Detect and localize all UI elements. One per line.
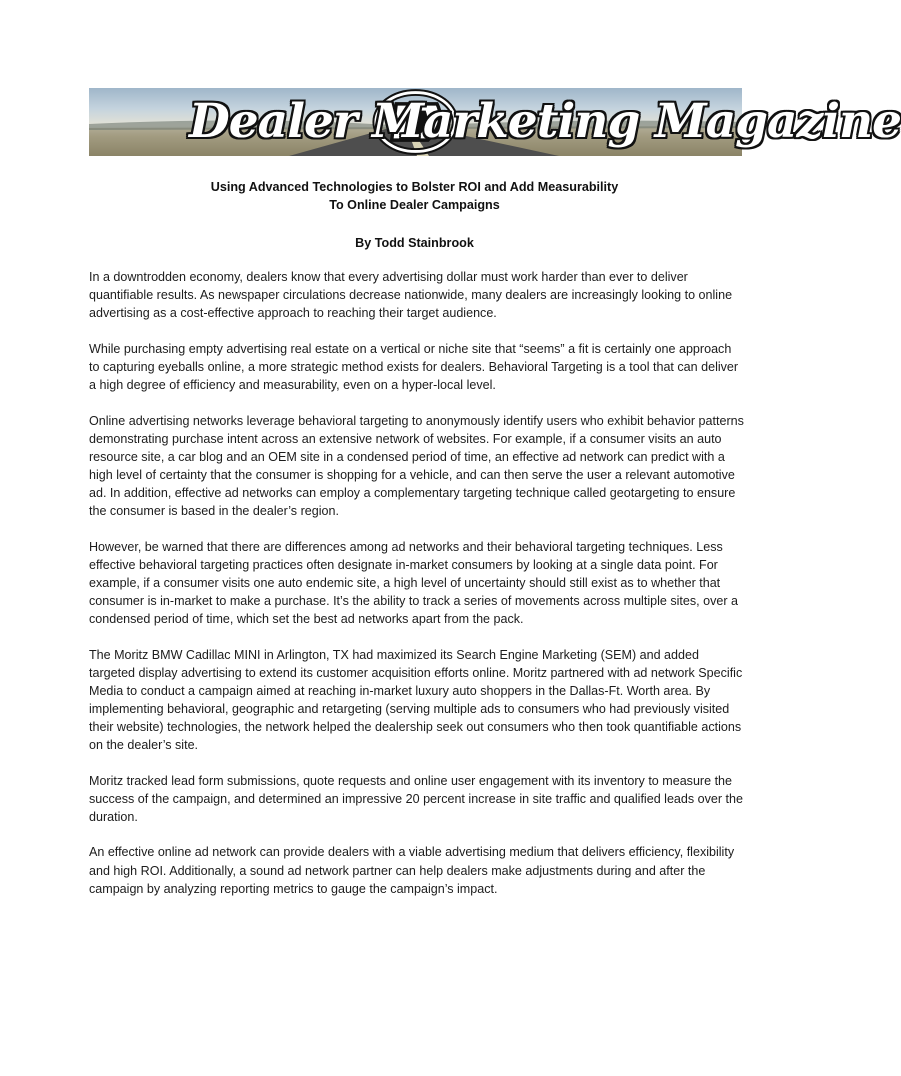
paragraph-4: However, be warned that there are differences among ad networks and their behavioral targeting techniques. Less effective behavioral targeting practices often designate in-market consumers by looking at a single data point. For example, if a consumer visits one auto endemic site, a high level of uncertainty should still exist as to whether that consumer is in-market to make a purchase. It’s the ability to track a series of movements across multiple sites, over a condensed period of time, which set the best ad networks apart from the pack.	[89, 539, 738, 626]
paragraph-6: Moritz tracked lead form submissions, quote requests and online user engagement with its inventory to measure the success of the campaign, and determined an impressive 20 percent increase in site traffic and qualified leads over the duration.	[89, 773, 743, 824]
paragraph-7: An effective online ad network can provide dealers with a viable advertising medium that delivers efficiency, flexibility and high ROI. Additionally, a sound ad network partner can help dealers make adjustments during and after the campaign by analyzing reporting metrics to gauge the campaign’s impact.	[89, 845, 735, 896]
paragraph-2: While purchasing empty advertising real estate on a vertical or niche site that “seems” a fit is certainly one approach to capturing eyeballs online, a more strategic method exists for dealers. Behavioral Targeting is a tool that can deliver a high degree of efficiency and measurability, even on a hyper-local level.	[89, 341, 739, 392]
paragraph-1: In a downtrodden economy, dealers know that every advertising dollar must work harder than ever to deliver quantifiable results. As newspaper circulations decrease nationwide, many dealers are increasingly looking to online advertising as a cost-effective approach to reaching their target audience.	[89, 270, 733, 321]
masthead-title: Dealer Marketing Magazine	[189, 94, 901, 149]
article-byline: By Todd Stainbrook	[355, 236, 474, 250]
article-body	[89, 268, 745, 915]
headline-line-2: To Online Dealer Campaigns	[329, 198, 500, 212]
paragraph-3: Online advertising networks leverage behavioral targeting to anonymously identify users who exhibit behavior patterns demonstrating purchase intent across an extensive network of websites. For example, if a consumer visits an auto resource site, a car blog and an OEM site in a condensed period of time, an effective ad network can predict with a high level of certainty that the consumer is shopping for a vehicle, and can then serve the user a relevant automotive ad. In addition, effective ad networks can employ a complementary targeting technique called geotargeting to ensure the consumer is based in the dealer’s region.	[89, 413, 744, 519]
masthead-banner	[89, 88, 901, 156]
headline-line-1: Using Advanced Technologies to Bolster ROI and Add Measurability	[210, 180, 619, 194]
paragraph-5: The Moritz BMW Cadillac MINI in Arlington, TX had maximized its Search Engine Marketing (SEM) and added targeted display advertising to extend its customer acquisition efforts online. Moritz partnered with ad network Specific Media to conduct a campaign aimed at reaching in-market luxury auto shoppers in the Dallas-Ft. Worth area. By implementing behavioral, geographic and retargeting (serving multiple ads to consumers who had previously visited their website) technologies, the network helped the dealership seek out consumers who then took quantifiable actions on the dealer’s site.	[89, 647, 743, 753]
article-headline	[90, 178, 739, 214]
